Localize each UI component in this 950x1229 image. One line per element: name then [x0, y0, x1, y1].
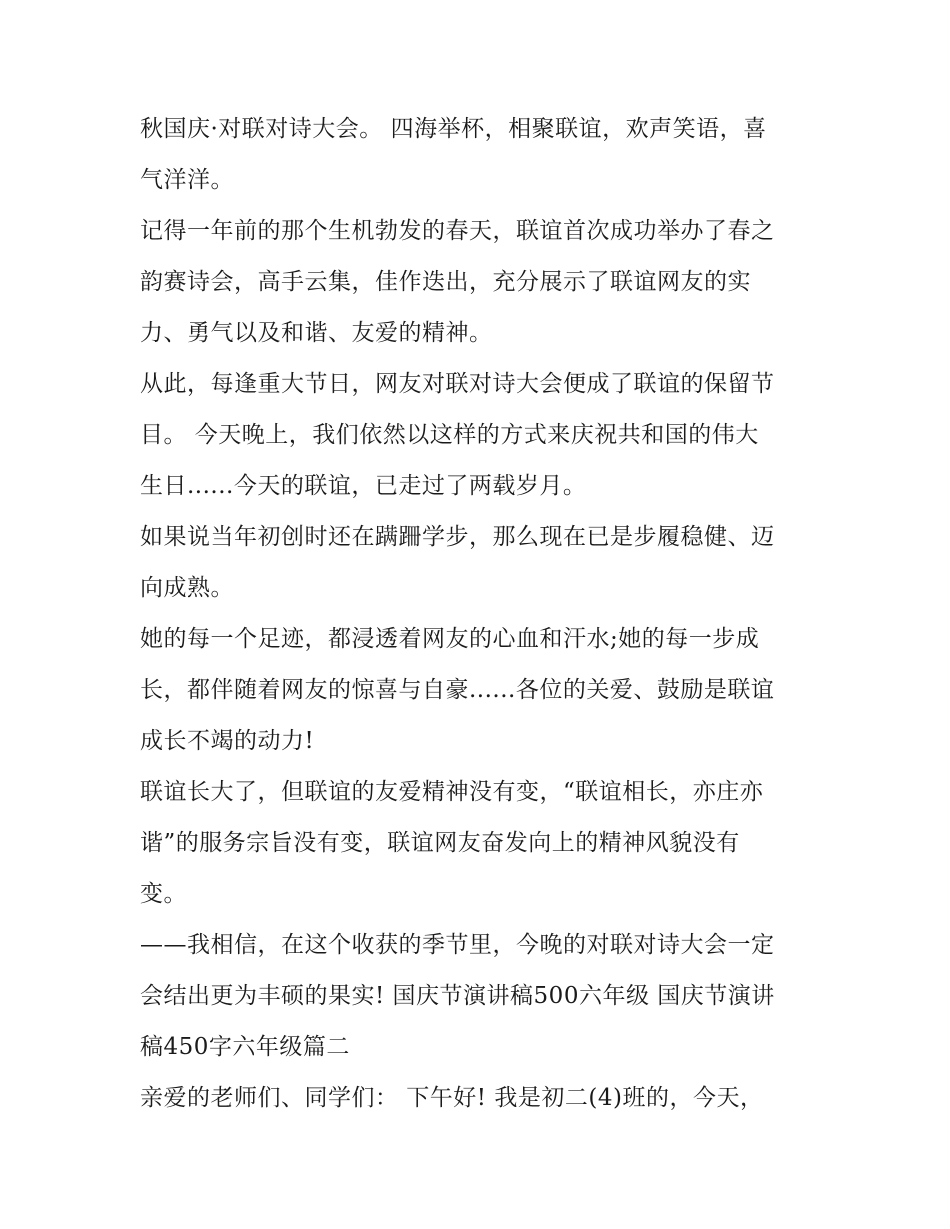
text-line-1: 秋国庆·对联对诗大会。 四海举杯，相聚联谊，欢声笑语，喜 — [140, 116, 767, 142]
text-line-14: 联谊长大了，但联谊的友爱精神没有变，“联谊相长，亦庄亦 — [140, 779, 764, 805]
text-line-7: 目。 今天晚上，我们依然以这样的方式来庆祝共和国的伟大 — [140, 422, 759, 448]
text-line-15: 谐”的服务宗旨没有变，联谊网友奋发向上的精神风貌没有 — [140, 830, 740, 856]
text-line-2: 气洋洋。 — [140, 167, 234, 193]
text-line-19: 稿450字六年级篇二 — [140, 1034, 350, 1060]
text-line-3: 记得一年前的那个生机勃发的春天，联谊首次成功举办了春之 — [140, 218, 775, 244]
text-line-13: 成长不竭的动力! — [140, 728, 315, 754]
text-line-6: 从此，每逢重大节日，网友对联对诗大会便成了联谊的保留节 — [140, 371, 775, 397]
text-line-11: 她的每一个足迹，都浸透着网友的心血和汗水;她的每一步成 — [140, 626, 760, 652]
text-line-9: 如果说当年初创时还在蹒跚学步，那么现在已是步履稳健、迈 — [140, 524, 775, 550]
text-line-4: 韵赛诗会，高手云集，佳作迭出，充分展示了联谊网友的实 — [140, 269, 751, 295]
text-line-10: 向成熟。 — [140, 575, 234, 601]
text-line-12: 长，都伴随着网友的惊喜与自豪......各位的关爱、鼓励是联谊 — [140, 677, 775, 703]
text-line-17: ——我相信，在这个收获的季节里，今晚的对联对诗大会一定 — [140, 932, 775, 958]
body-text — [140, 104, 820, 1124]
text-line-20: 亲爱的老师们、同学们： 下午好! 我是初二(4)班的，今天， — [140, 1085, 764, 1111]
text-line-16: 变。 — [140, 881, 187, 907]
text-line-8: 生日......今天的联谊，已走过了两载岁月。 — [140, 473, 587, 499]
text-line-18: 会结出更为丰硕的果实! 国庆节演讲稿500六年级 国庆节演讲 — [140, 983, 775, 1009]
text-line-5: 力、勇气以及和谐、友爱的精神。 — [140, 320, 493, 346]
